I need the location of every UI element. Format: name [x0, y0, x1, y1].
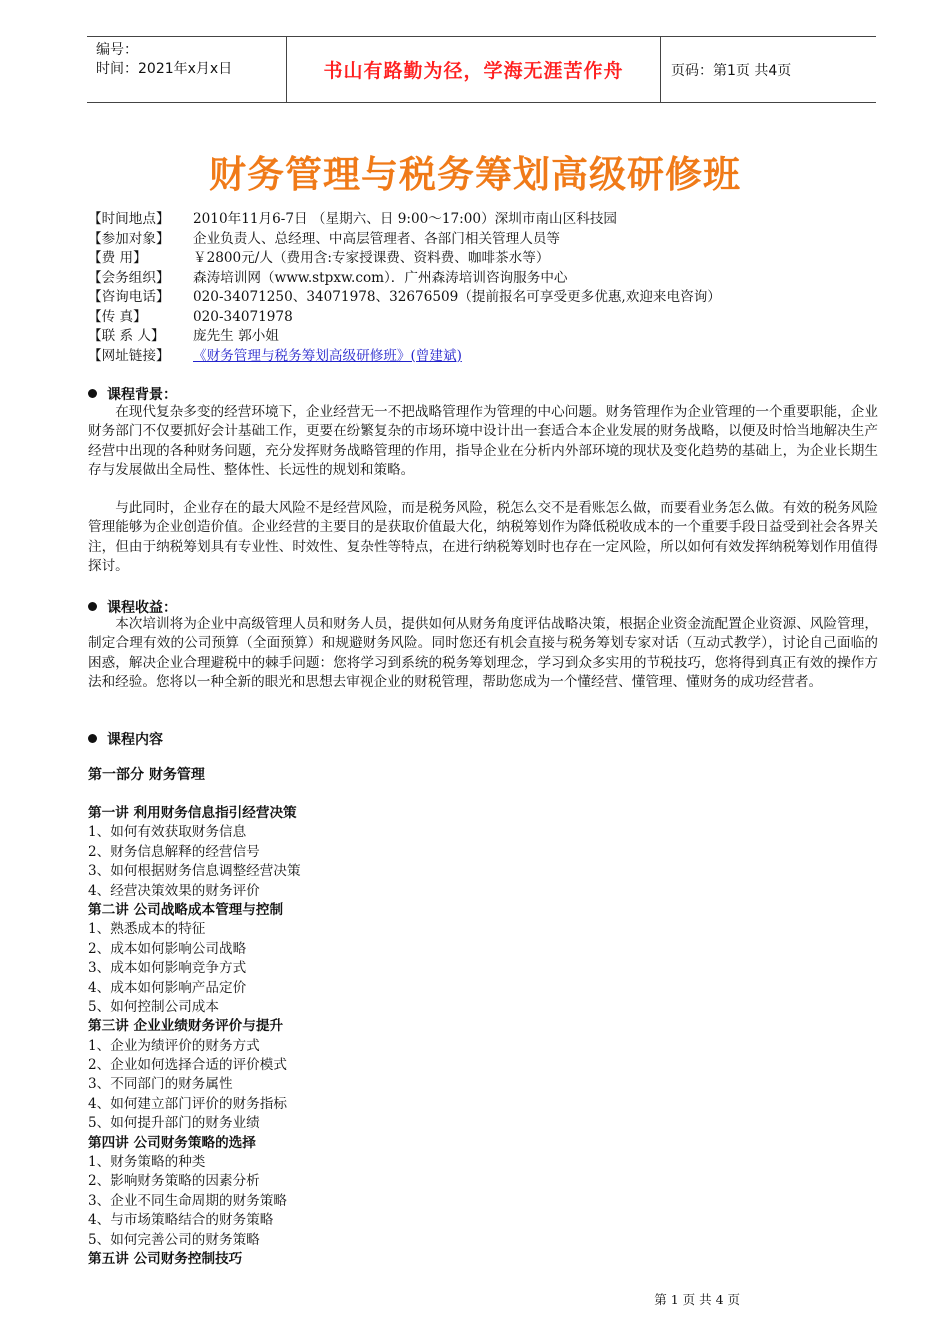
benefits-heading	[88, 597, 177, 617]
list-item: 2、成本如何影响公司战略	[88, 940, 247, 957]
info-value: 森涛培训网（www.stpxw.com）．广州森涛培训咨询服务中心	[193, 269, 568, 286]
content-heading	[88, 729, 163, 749]
list-item: 2、财务信息解释的经营信号	[88, 843, 260, 860]
lecture-title: 第四讲 公司财务策略的选择	[88, 1134, 256, 1151]
info-value: 庞先生 郭小姐	[193, 328, 279, 344]
info-row	[88, 249, 721, 269]
info-label: 【参加对象】	[88, 230, 170, 247]
list-item: 5、如何提升部门的财务业绩	[88, 1115, 260, 1132]
list-item: 1、财务策略的种类	[88, 1154, 206, 1171]
info-value: 020-34071250、34071978、32676509（提前报名可享受更多优惠,欢迎来电咨询）	[193, 289, 721, 305]
course-outline	[88, 765, 878, 1269]
page-title: 财务管理与税务筹划高级研修班	[209, 153, 741, 196]
info-row	[88, 288, 721, 308]
info-label: 【费 用】	[88, 250, 147, 266]
info-label: 【时间地点】	[88, 211, 170, 227]
course-link[interactable]: 《财务管理与税务筹划高级研修班》(曾建斌)	[193, 347, 462, 364]
list-item: 1、如何有效获取财务信息	[88, 824, 247, 841]
list-item: 2、影响财务策略的因素分析	[88, 1173, 260, 1190]
list-item: 4、如何建立部门评价的财务指标	[88, 1095, 287, 1112]
background-paragraph-1: 在现代复杂多变的经营环境下，企业经营无一不把战略管理作为管理的中心问题。财务管理作为企业管理的一个重要职能，企业财务部门不仅要抓好会计基础工作，更要在纷繁复杂的市场环境中设计出一套适合本企业发展的财务战略，以便及时恰当地解决生产经营中出现的各种财务问题，充分发挥财务战略管理的作用，指导企业在分析内外部环境的现状及变化趋势的基础上，为企业长期生存与发展做出全局性、整体性、长远性的规划和策略。	[88, 404, 878, 478]
info-value: ￥2800元/人（费用含:专家授课费、资料费、咖啡茶水等）	[193, 250, 550, 266]
info-label: 【会务组织】	[88, 269, 170, 286]
page-footer	[0, 1290, 950, 1308]
list-item: 1、熟悉成本的特征	[88, 921, 206, 938]
background-paragraph-2: 与此同时，企业存在的最大风险不是经营风险，而是税务风险，税怎么交不是看账怎么做，而要看业务怎么做。有效的税务风险管理能够为企业创造价值。企业经营的主要目的是获取价值最大化，纳税筹划作为降低税收成本的一个重要手段日益受到社会各界关注，但由于纳税筹划具有专业性、时效性、复杂性等特点，在进行纳税筹划时也存在一定风险，所以如何有效发挥纳税筹划作用值得探讨。	[88, 500, 878, 574]
section-heading-text: 课程内容	[107, 732, 163, 748]
section-heading-text: 课程收益：	[107, 600, 177, 616]
list-item: 4、经营决策效果的财务评价	[88, 882, 260, 899]
background-heading	[88, 384, 177, 404]
header-page-info: 页码：第1页 共4页	[671, 62, 792, 79]
list-item: 5、如何完善公司的财务策略	[88, 1231, 260, 1248]
list-item: 3、企业不同生命周期的财务策略	[88, 1192, 287, 1209]
list-item: 3、如何根据财务信息调整经营决策	[88, 863, 301, 880]
header-motto: 书山有路勤为径，学海无涯苦作舟	[287, 37, 661, 102]
list-item: 5、如何控制公司成本	[88, 998, 219, 1015]
list-item: 3、不同部门的财务属性	[88, 1076, 233, 1093]
time-label: 时间：2021年x月x日	[96, 61, 233, 77]
section-heading-text: 课程背景：	[107, 387, 177, 403]
info-label: 【传 真】	[88, 308, 147, 325]
bullet-icon	[88, 389, 97, 398]
lecture-title: 第五讲 公司财务控制技巧	[88, 1250, 243, 1267]
info-label: 【联 系 人】	[88, 328, 165, 344]
footer-page-number: 第 1 页 共 4 页	[654, 1292, 740, 1307]
list-item: 4、成本如何影响产品定价	[88, 979, 247, 996]
info-value: 2010年11月6-7日 （星期六、日 9:00～17:00）深圳市南山区科技园	[193, 211, 618, 227]
list-item: 3、成本如何影响竞争方式	[88, 960, 247, 977]
bullet-icon	[88, 602, 97, 611]
page-header	[87, 36, 876, 103]
info-block	[88, 210, 721, 366]
info-label: 【咨询电话】	[88, 289, 170, 305]
info-label: 【网址链接】	[88, 347, 170, 364]
lecture-title: 第一讲 利用财务信息指引经营决策	[88, 805, 297, 821]
info-row	[88, 210, 721, 230]
info-value: 020-34071978	[193, 308, 293, 325]
info-row-link	[88, 347, 721, 367]
bullet-icon	[88, 734, 97, 743]
lecture-title: 第二讲 公司战略成本管理与控制	[88, 901, 284, 918]
list-item: 2、企业如何选择合适的评价模式	[88, 1057, 287, 1074]
header-meta	[87, 37, 287, 102]
info-value: 企业负责人、总经理、中高层管理者、各部门相关管理人员等	[193, 230, 561, 247]
lecture-title: 第三讲 企业业绩财务评价与提升	[88, 1018, 284, 1035]
info-row	[88, 230, 721, 250]
list-item: 4、与市场策略结合的财务策略	[88, 1212, 274, 1229]
benefits-paragraph: 本次培训将为企业中高级管理人员和财务人员，提供如何从财务角度评估战略决策，根据企业资金流配置企业资源、风险管理，制定合理有效的公司预算（全面预算）和规避财务风险。同时您还有机会直接与税务筹划专家对话（互动式教学），讨论自己面临的困惑，解决企业合理避税中的棘手问题：您将学习到系统的税务筹划理念，学习到众多实用的节税技巧，您将得到真正有效的操作方法和经验。您将以一种全新的眼光和思想去审视企业的财税管理，帮助您成为一个懂经营、懂管理、懂财务的成功经营者。	[88, 616, 878, 690]
number-label: 编号：	[96, 42, 138, 58]
info-row	[88, 269, 721, 289]
info-row	[88, 308, 721, 328]
list-item: 1、企业为绩评价的财务方式	[88, 1037, 260, 1054]
info-row	[88, 327, 721, 347]
part-title: 第一部分 财务管理	[88, 767, 205, 783]
